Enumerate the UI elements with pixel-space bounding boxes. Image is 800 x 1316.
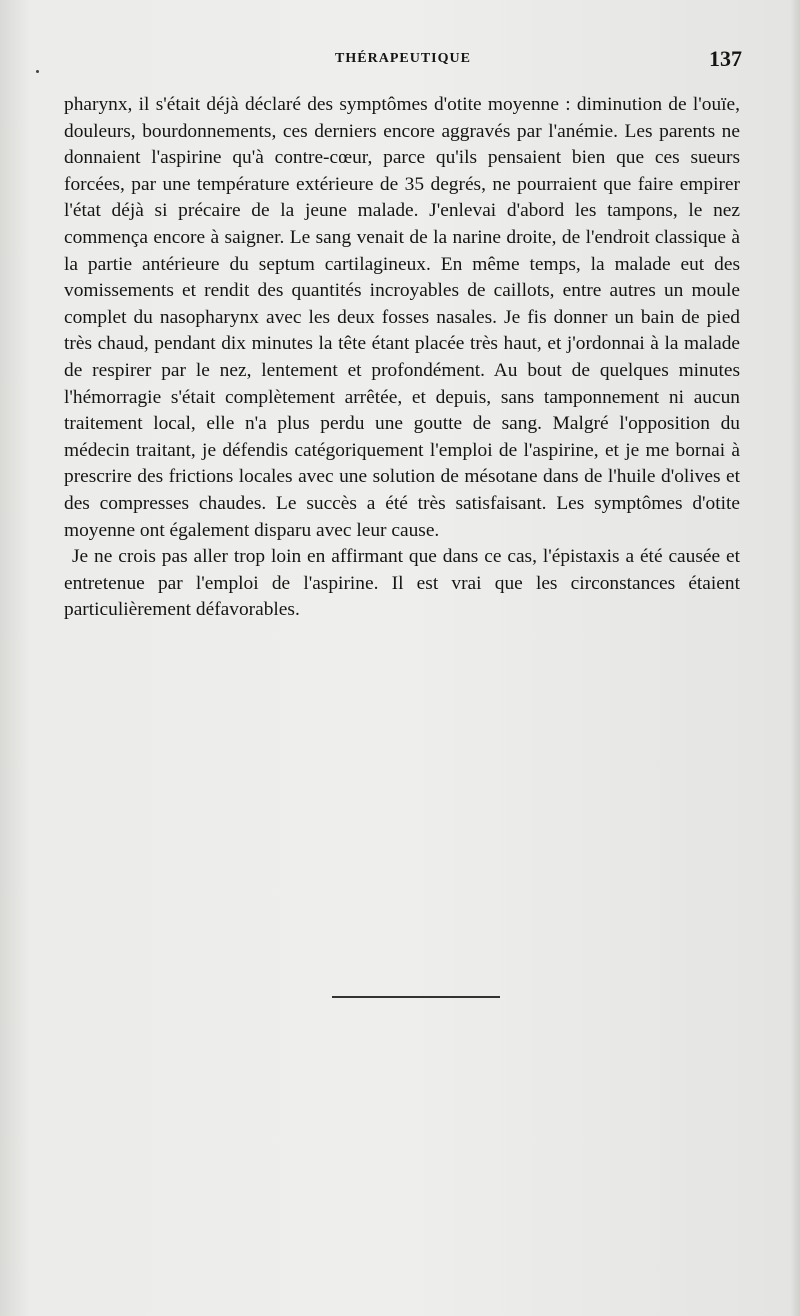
ink-speck (36, 70, 39, 73)
page-body (64, 92, 740, 624)
paragraph-1: pharynx, il s'était déjà déclaré des symptômes d'otite moyenne : diminution de l'ouïe, douleurs, bourdonnements, ces derniers encore aggravés par l'anémie. Les parents ne donnaient l'aspirine qu'à contre-cœur, parce qu'ils pensaient bien que ces sueurs forcées, par une température extérieure de 35 degrés, ne pourraient que faire empirer l'état déjà si précaire de la jeune malade. J'enlevai d'abord les tampons, le nez commença encore à saigner. Le sang venait de la narine droite, de l'endroit classique à la partie antérieure du septum cartilagineux. En même temps, la malade eut des vomissements et rendit des quantités incroyables de caillots, entre autres un moule complet du nasopharynx avec les deux fosses nasales. Je fis donner un bain de pied très chaud, pendant dix minutes la tête étant placée très haut, et j'ordonnai à la malade de respirer par le nez, lentement et profondément. Au bout de quelques minutes l'hémorragie s'était complètement arrêtée, et depuis, sans tamponnement ni aucun traitement local, elle n'a plus perdu une goutte de sang. Malgré l'opposition du médecin traitant, je défendis catégoriquement l'emploi de l'aspirine, et je me bornai à prescrire des frictions locales avec une solution de mésotane dans de l'huile d'olives et des compresses chaudes. Le succès a été très satisfaisant. Les symptômes d'otite moyenne ont également disparu avec leur cause. (64, 94, 740, 541)
page-number: 137 (709, 46, 742, 71)
paragraph-2: Je ne crois pas aller trop loin en affirmant que dans ce cas, l'épistaxis a été causée et entretenue par l'emploi de l'aspirine. Il est vrai que les circonstances étaient particulièrement défavorables. (64, 546, 740, 621)
running-head: THÉRAPEUTIQUE (335, 51, 471, 66)
page-header (64, 46, 742, 76)
show-through-rule (332, 996, 500, 998)
